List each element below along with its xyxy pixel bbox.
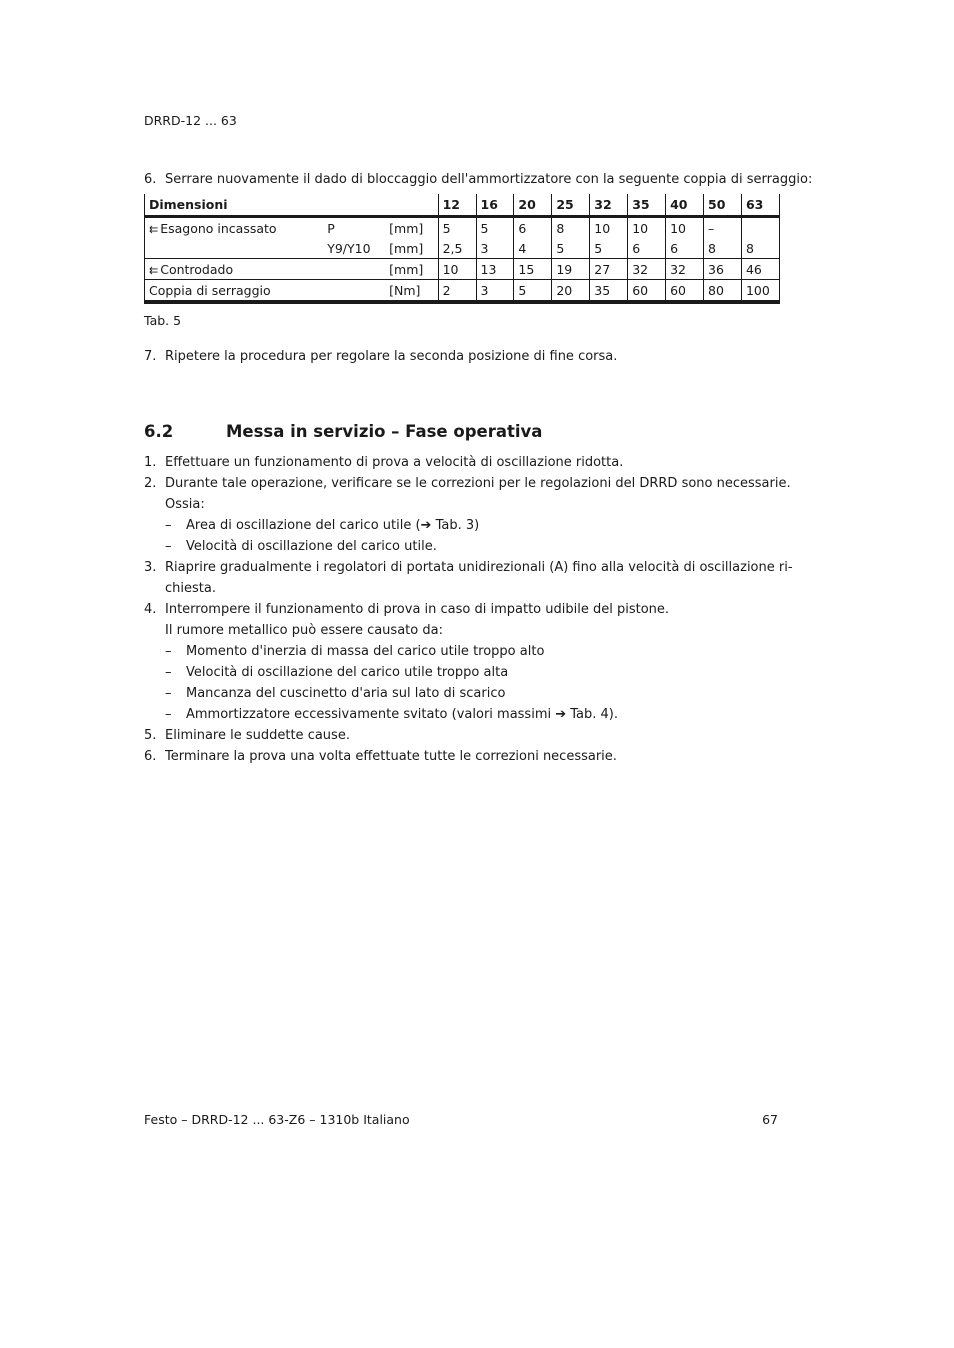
- unit: [Nm]: [385, 280, 438, 303]
- cell: 60: [666, 280, 704, 303]
- cell: 32: [628, 259, 666, 280]
- header-size: 12: [438, 194, 476, 217]
- cell: 15: [514, 259, 552, 280]
- cell: 2: [438, 280, 476, 303]
- cell: 10: [628, 217, 666, 239]
- row-label-nut: ⇇ Controdado: [145, 259, 324, 280]
- table-row: [145, 217, 780, 239]
- cell: [741, 217, 779, 239]
- header-size: 16: [476, 194, 514, 217]
- header-size: 20: [514, 194, 552, 217]
- cell: 32: [666, 259, 704, 280]
- step-number: 7.: [144, 349, 157, 364]
- cell: 19: [552, 259, 590, 280]
- row-label-torque: Coppia di serraggio: [145, 280, 324, 303]
- step-text: Serrare nuovamente il dado di bloccaggio dell'ammortizzatore con la seguente coppia di serraggio:: [165, 172, 813, 187]
- cell: 2,5: [438, 238, 476, 259]
- torque-table: [144, 194, 780, 304]
- cell: 20: [552, 280, 590, 303]
- cell: 10: [438, 259, 476, 280]
- footer-document-info: Festo – DRRD-12 ... 63-Z6 – 1310b Italiano: [144, 1112, 410, 1127]
- unit: [mm]: [385, 259, 438, 280]
- cell: –: [704, 217, 742, 239]
- section-title: Messa in servizio – Fase operativa: [226, 422, 543, 441]
- cell: 5: [590, 238, 628, 259]
- row-label-hex: ⇇ Esagono incassato: [145, 217, 324, 239]
- running-header: DRRD-12 ... 63: [144, 113, 237, 128]
- table-row: [145, 280, 780, 303]
- cell: 6: [666, 238, 704, 259]
- wrench-icon: ⇇: [149, 222, 159, 236]
- table-row: [145, 238, 780, 259]
- cell: 36: [704, 259, 742, 280]
- table-caption: Tab. 5: [144, 313, 182, 328]
- step-text: Ripetere la procedura per regolare la seconda posizione di fine corsa.: [165, 349, 618, 364]
- cell: 27: [590, 259, 628, 280]
- cell: 80: [704, 280, 742, 303]
- cell: 5: [514, 280, 552, 303]
- section-number: 6.2: [144, 422, 174, 441]
- cell: 46: [741, 259, 779, 280]
- cell: 60: [628, 280, 666, 303]
- header-size: 25: [552, 194, 590, 217]
- header-size: 63: [741, 194, 779, 217]
- cell: 8: [741, 238, 779, 259]
- table-header-row: [145, 194, 780, 217]
- header-size: 35: [628, 194, 666, 217]
- cell: 10: [666, 217, 704, 239]
- cell: 4: [514, 238, 552, 259]
- unit: [mm]: [385, 238, 438, 259]
- header-size: 32: [590, 194, 628, 217]
- cell: 10: [590, 217, 628, 239]
- header-size: 50: [704, 194, 742, 217]
- cell: 5: [438, 217, 476, 239]
- variant: Y9/Y10: [323, 238, 385, 259]
- cell: 3: [476, 238, 514, 259]
- step-number: 6.: [144, 172, 157, 187]
- cell: 3: [476, 280, 514, 303]
- wrench-icon: ⇇: [149, 263, 159, 277]
- cell: 5: [552, 238, 590, 259]
- cell: 8: [704, 238, 742, 259]
- cell: 8: [552, 217, 590, 239]
- variant: P: [327, 220, 335, 236]
- cell: 35: [590, 280, 628, 303]
- unit: [mm]: [389, 220, 424, 236]
- table-row: [145, 259, 780, 280]
- header-dimensions: Dimensioni: [145, 194, 439, 217]
- cell: 5: [476, 217, 514, 239]
- cell: 100: [741, 280, 779, 303]
- cell: 6: [628, 238, 666, 259]
- page-number: 67: [762, 1112, 778, 1127]
- header-size: 40: [666, 194, 704, 217]
- cell: 6: [514, 217, 552, 239]
- cell: 13: [476, 259, 514, 280]
